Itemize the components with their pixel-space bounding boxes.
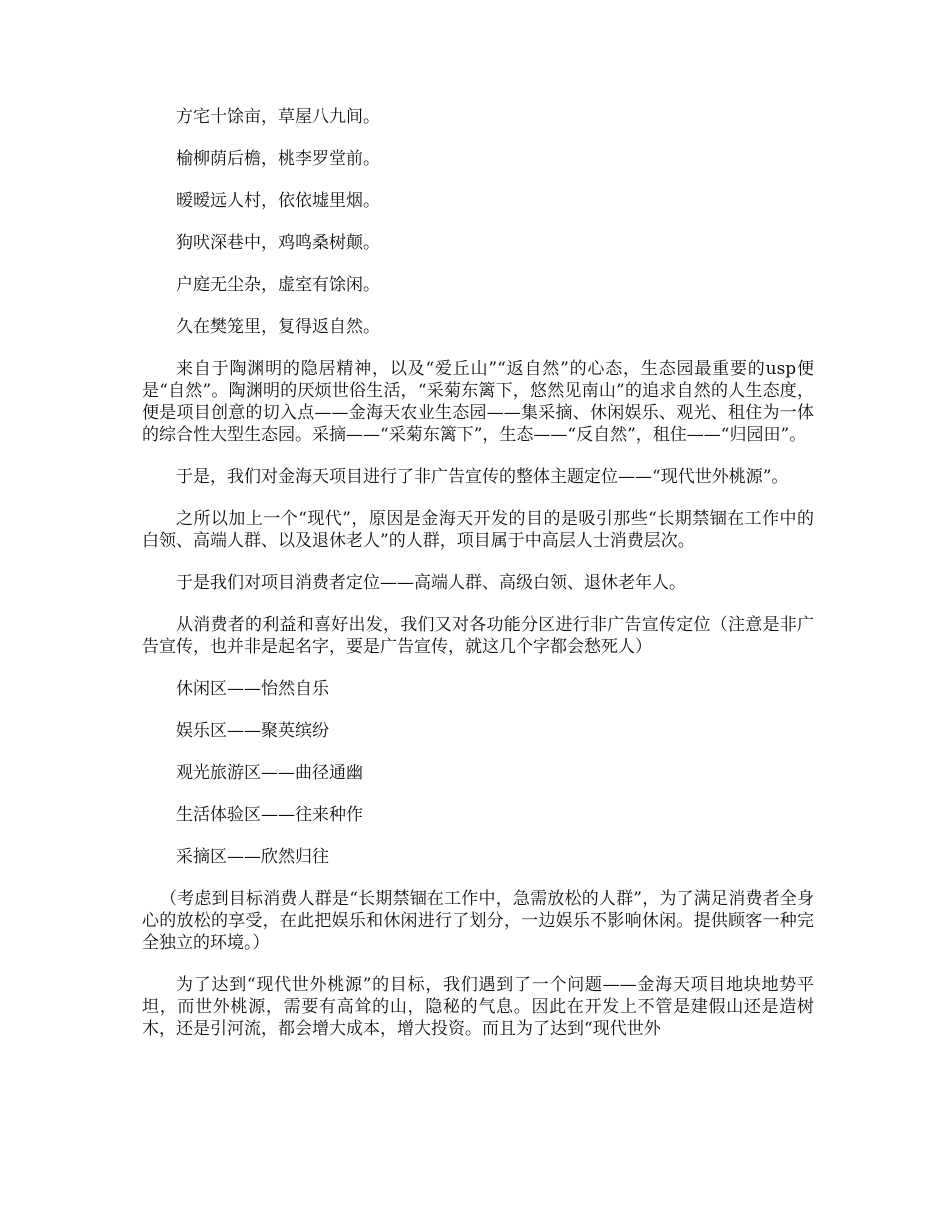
paragraph-problem: 为了达到“现代世外桃源”的目标，我们遇到了一个问题——金海天项目地块地势平坦，而世外桃源，需要有高耸的山，隐秘的气息。因此在开发上不管是建假山还是造树木，还是引河流，都会增大成本，增大投资。而且为了达到“现代世外 — [142, 975, 814, 1039]
poem-line-2: 榆柳荫后檐，桃李罗堂前。 — [176, 149, 380, 169]
zone-item-entertainment: 娱乐区——聚英缤纷 — [176, 721, 329, 741]
paragraph-theme-positioning: 于是，我们对金海天项目进行了非广告宣传的整体主题定位——“现代世外桃源”。 — [176, 467, 789, 487]
zone-item-picking: 采摘区——欣然归往 — [176, 847, 329, 867]
poem-line-1: 方宅十馀亩，草屋八九间。 — [176, 107, 380, 127]
poem-line-3: 暧暧远人村，依依墟里烟。 — [176, 191, 380, 211]
zone-item-leisure: 休闲区——怡然自乐 — [176, 679, 329, 699]
poem-line-4: 狗吠深巷中，鸡鸣桑树颠。 — [176, 233, 380, 253]
paragraph-origin: 来自于陶渊明的隐居精神，以及“爱丘山”“返自然”的心态，生态园最重要的usp便是“自然”。陶渊明的厌烦世俗生活，“采菊东篱下，悠然见南山”的追求自然的人生态度，便是项目创意的切入点——金海天农业生态园——集采摘、休闲娱乐、观光、租住为一体的综合性大型生态园。采摘——“采菊东篱下”，生态——“反自然”，租住——“归园田”。 — [142, 359, 814, 445]
paragraph-modern-reason: 之所以加上一个“现代”，原因是金海天开发的目的是吸引那些“长期禁锢在工作中的白领、高端人群、以及退休老人”的人群，项目属于中高层人士消费层次。 — [142, 509, 814, 551]
zone-item-sightseeing: 观光旅游区——曲径通幽 — [176, 763, 363, 783]
paragraph-consumer-positioning: 于是我们对项目消费者定位——高端人群、高级白领、退休老年人。 — [176, 573, 686, 593]
document-page — [142, 106, 814, 1060]
paragraph-zone-positioning: 从消费者的利益和喜好出发，我们又对各功能分区进行非广告宣传定位（注意是非广告宣传，也并非是起名字，要是广告宣传，就这几个字都会愁死人） — [142, 615, 814, 657]
zone-item-life-experience: 生活体验区——往来种作 — [176, 805, 363, 825]
poem-line-6: 久在樊笼里，复得返自然。 — [176, 317, 380, 337]
poem-line-5: 户庭无尘杂，虚室有馀闲。 — [176, 275, 380, 295]
paragraph-note: （考虑到目标消费人群是“长期禁锢在工作中，急需放松的人群”，为了满足消费者全身心的放松的享受，在此把娱乐和休闲进行了划分，一边娱乐不影响休闲。提供顾客一种完全独立的环境。） — [142, 889, 814, 953]
